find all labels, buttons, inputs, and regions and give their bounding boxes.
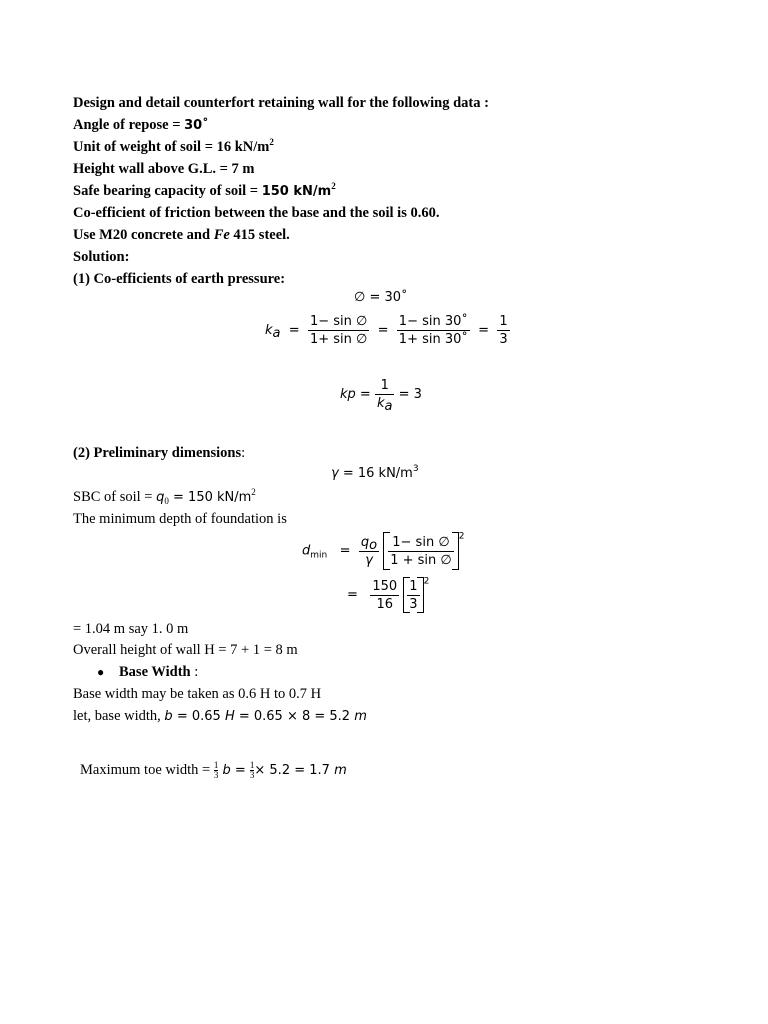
step2-heading: (2) Preliminary dimensions: [73,445,246,461]
solution-heading: Solution: [73,249,130,265]
bullet-icon: ● [97,665,105,679]
safe-bearing-capacity: Safe bearing capacity of soil = 150 $kN/m^2$ [73,181,336,199]
wall-height: Height wall above G.L. = 7 m [73,161,255,177]
step1-heading: (1) Co-efficients of earth pressure: [73,271,286,287]
toe-width: Maximum toe width = $\frac{1}{3}$ b = $\frac{1}{3}\times 5.2 = 1.7$ m [80,760,347,781]
depth-result: = 1.04 m say 1. 0 m [73,621,189,637]
gamma-equation: γ = 16 $kN/m^3$ [331,464,419,481]
dmin-substitution: = $\frac{150}{16}$ $\frac{1}{3}$ $^2$ [347,576,430,612]
sbc-line: SBC of soil = $q_0 = 150$ $kN/m^2$ [73,487,256,506]
ka-equation: $k_a$ = $\frac{1- \sin \emptyset}{1+ \sin \emptyset}$ = $\frac{1- \sin 30˚}{1+ \sin 30˚}$ = $\frac{1}{3}$ [265,314,508,347]
materials: Use M20 concrete and Fe 415 steel. [73,227,290,243]
unit-weight: Unit of weight of soil = 16 $kN/m^2$ [73,137,274,155]
phi-equation: ∅ = 30˚ [354,290,408,305]
base-width-range: Base width may be taken as 0.6 H to 0.7 H [73,686,322,702]
intro-text: Design and detail counterfort retaining wall for the following data : [73,95,489,111]
base-width-heading: Base Width : [119,664,199,680]
min-depth-text: The minimum depth of foundation is [73,511,287,527]
overall-height: Overall height of wall H = 7 + 1 = 8 m [73,642,298,658]
base-width-calc: let, base width, b = 0.65 H = 0.65 × 8 = 5.2 m [73,708,367,724]
angle-of-repose: Angle of repose = 30˚ [73,117,209,133]
kp-equation: kp = $\frac{1}{k_a}$ = 3 [340,378,422,414]
dmin-equation: $d_{min}$ = $\frac{q_o}{\gamma}$ $\frac{1- \sin \emptyset}{1 + \sin \emptyset}$ $^2$ [302,532,464,570]
friction-coefficient: Co-efficient of friction between the base and the soil is 0.60. [73,205,440,221]
